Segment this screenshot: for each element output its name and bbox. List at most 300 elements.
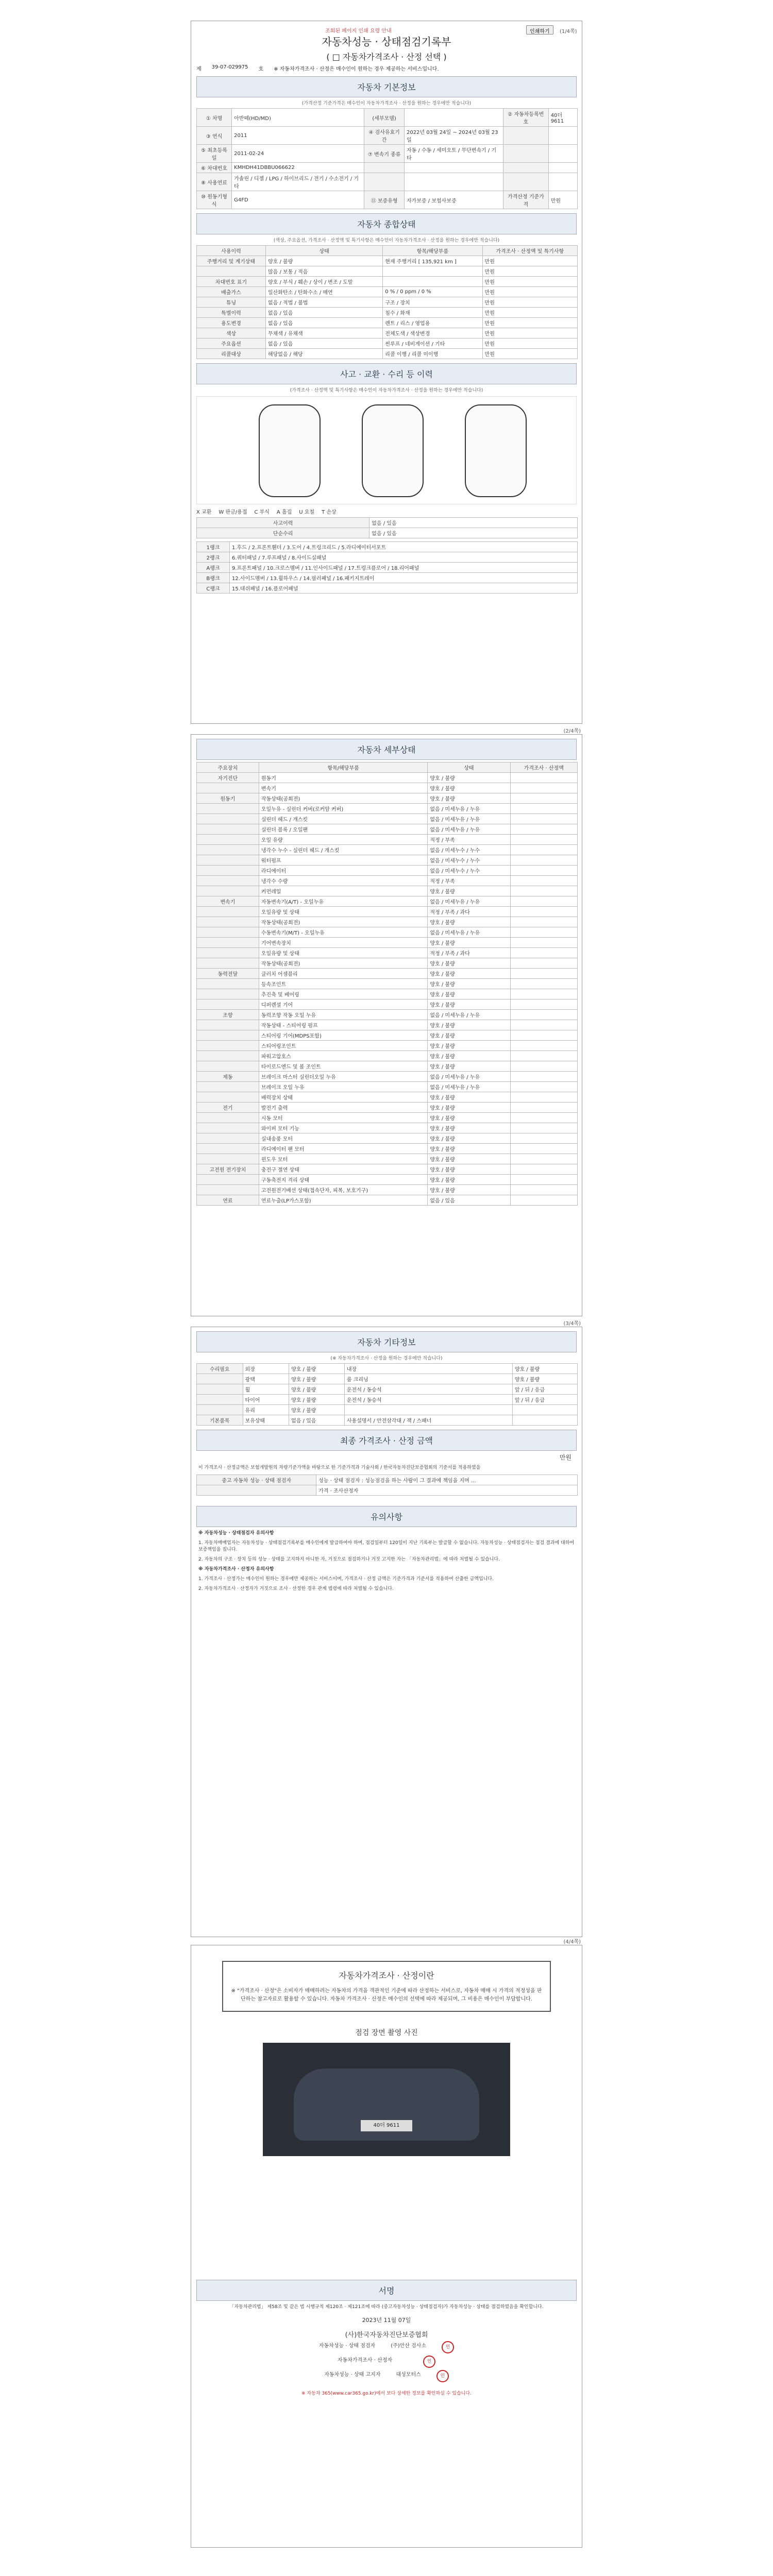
warning-title: 유의사항 <box>196 1506 577 1527</box>
detail-price <box>510 773 578 783</box>
basic-info-value: 2011-02-24 <box>232 145 364 163</box>
basic-info-note: (가격산정 기준가격은 매수인이 자동차가격조사 · 산정을 원하는 경우에만 적습니다) <box>301 101 472 106</box>
detail-price <box>510 979 578 989</box>
accident-part-items: 1.후드 / 2.프론트휀더 / 3.도어 / 4.트렁크리드 / 5.라디에이터서포트 <box>230 542 578 552</box>
detail-row <box>197 1010 578 1020</box>
etc-info-title: 자동차 기타정보 <box>196 1331 577 1352</box>
price-examiner-label: 가격 · 조사산정자 <box>316 1485 578 1496</box>
basic-info-label: ⑧ 사용연료 <box>197 173 232 191</box>
overall-detail: 구조 / 장치 <box>383 297 482 308</box>
detail-row <box>197 824 578 835</box>
signer-name: (주)안산 검사소 <box>391 2343 427 2349</box>
warning-heading-2: ※ 자동차가격조사 · 산정자 유의사항 <box>198 1567 274 1572</box>
detail-row <box>197 896 578 907</box>
etc-group <box>197 1374 243 1384</box>
overall-price: 만원 <box>482 297 577 308</box>
detail-state: 양호 / 불량 <box>428 1185 510 1195</box>
detail-item: 윈도우 모터 <box>259 1154 428 1164</box>
detail-item: 실린더 헤드 / 개스킷 <box>259 814 428 824</box>
detail-price <box>510 958 578 969</box>
detail-state: 양호 / 불량 <box>428 1030 510 1041</box>
etc-info-table <box>196 1363 578 1426</box>
basic-info-row <box>197 191 578 209</box>
overall-detail: 현재 주행거리 [ 135,921 km ] <box>383 256 482 266</box>
accident-part-rank: B랭크 <box>197 573 230 583</box>
overall-detail: 0 % / 0 ppm / 0 % <box>383 287 482 297</box>
detail-group <box>197 1041 259 1051</box>
basic-info-label: ① 차명 <box>197 109 232 127</box>
detail-row <box>197 958 578 969</box>
etc-cell: 양호 / 불량 <box>289 1405 345 1415</box>
basic-info-value: G4FD <box>232 191 364 209</box>
print-guide-link[interactable]: 조회된 페이지 인쇄 요령 안내 <box>325 28 392 34</box>
accident-summary-label: 사고이력 <box>197 518 369 528</box>
etc-group: 기본품목 <box>197 1415 243 1426</box>
detail-price <box>510 793 578 804</box>
basic-info-title: 자동차 기본정보 <box>196 76 577 97</box>
detail-group <box>197 1020 259 1030</box>
detail-price <box>510 814 578 824</box>
detail-state: 양호 / 불량 <box>428 958 510 969</box>
detail-price <box>510 804 578 814</box>
etc-cell: 타이어 <box>243 1395 289 1405</box>
detail-group: 변속기 <box>197 896 259 907</box>
etc-group <box>197 1405 243 1415</box>
accident-part-row <box>197 573 578 583</box>
seal-stamp: 인 <box>436 2370 449 2382</box>
detail-group <box>197 1133 259 1144</box>
overall-row <box>197 338 578 349</box>
overall-row <box>197 318 578 328</box>
detail-group <box>197 804 259 814</box>
detail-price <box>510 938 578 948</box>
basic-info-label: ⑤ 최초등록일 <box>197 145 232 163</box>
overall-status-title: 자동차 종합상태 <box>196 213 577 234</box>
examiner-text: 성능 · 상태 점검자 : 성능점검을 하는 사람이 그 결과에 책임을 지며 ... <box>316 1475 578 1485</box>
detail-item: 실내송풍 모터 <box>259 1133 428 1144</box>
etc-cell: 내장 <box>344 1364 512 1374</box>
detail-state: 없음 / 미세누유 / 누유 <box>428 824 510 835</box>
accident-summary-value: 없음 / 있음 <box>369 528 578 538</box>
basic-info-value <box>548 127 577 145</box>
detail-group: 제동 <box>197 1072 259 1082</box>
basic-info-label: ② 자동차등록번호 <box>503 109 549 127</box>
basic-info-label: ⑩ 원동기형식 <box>197 191 232 209</box>
accident-history-title: 사고 · 교환 · 수리 등 이력 <box>196 363 577 384</box>
detail-price <box>510 1164 578 1175</box>
detail-row <box>197 876 578 886</box>
detail-state: 없음 / 미세누수 / 누수 <box>428 866 510 876</box>
etc-row <box>197 1384 578 1395</box>
accident-part-row <box>197 552 578 563</box>
detail-state: 양호 / 불량 <box>428 793 510 804</box>
signature-title: 서명 <box>196 2280 577 2301</box>
detail-group <box>197 1113 259 1123</box>
final-price-note: 이 가격조사 · 산정금액은 보험개발원의 차량기준가액을 바탕으로 한 기준가격과 기술사회 / 한국자동차진단보증협회의 기준서를 적용하였음 <box>198 1465 481 1470</box>
detail-price <box>510 907 578 917</box>
detail-state: 양호 / 불량 <box>428 1061 510 1072</box>
car-outline-body <box>362 404 424 497</box>
etc-cell: 양호 / 불량 <box>512 1364 577 1374</box>
overall-status-note: (색상, 주요옵션, 가격조사 · 산정액 및 특기사항은 매수인이 자동차가격조사 · 산정을 원하는 경우에만 적습니다) <box>273 238 500 243</box>
detail-row <box>197 969 578 979</box>
detail-row <box>197 1113 578 1123</box>
overall-detail: 침수 / 화재 <box>383 308 482 318</box>
detail-state: 적정 / 부족 <box>428 835 510 845</box>
accident-parts-table <box>196 541 578 594</box>
detail-row <box>197 1144 578 1154</box>
detail-price <box>510 1041 578 1051</box>
detail-state: 양호 / 불량 <box>428 999 510 1010</box>
page-indicator: (4/4쪽) <box>563 1939 581 1945</box>
damage-legend-item: U 요철 <box>299 510 315 515</box>
etc-row <box>197 1374 578 1384</box>
accident-summary-row <box>197 518 578 528</box>
detail-state: 없음 / 미세누유 / 누유 <box>428 1082 510 1092</box>
overall-header: 항목/해당부품 <box>383 246 482 256</box>
accident-part-items: 15.대쉬패널 / 16.플로어패널 <box>230 583 578 594</box>
detail-row <box>197 1185 578 1195</box>
overall-status-table <box>196 245 578 359</box>
detail-price <box>510 1082 578 1092</box>
detail-price <box>510 1072 578 1082</box>
detail-row <box>197 793 578 804</box>
detail-state: 양호 / 불량 <box>428 1154 510 1164</box>
page-indicator: (3/4쪽) <box>563 1321 581 1327</box>
detail-row <box>197 845 578 855</box>
etc-cell: 사용설명서 / 안전삼각대 / 잭 / 스패너 <box>344 1415 512 1426</box>
detail-group <box>197 938 259 948</box>
inspection-photo-front <box>263 2043 510 2156</box>
detail-row <box>197 1164 578 1175</box>
detail-price <box>510 835 578 845</box>
detail-item: 스티어링조인트 <box>259 1041 428 1051</box>
detail-row <box>197 1154 578 1164</box>
overall-row <box>197 297 578 308</box>
overall-label <box>197 266 266 277</box>
overall-state: 없음 / 적법 / 불법 <box>265 297 382 308</box>
print-button[interactable]: 인쇄하기 <box>526 25 553 35</box>
overall-state: 없음 / 있음 <box>265 308 382 318</box>
basic-info-value: 만원 <box>548 191 577 209</box>
signer-label: 자동차성능 · 상태 점검자 <box>318 2343 376 2349</box>
detail-price <box>510 1185 578 1195</box>
detail-item: 수동변속기(M/T) - 오일누유 <box>259 927 428 938</box>
etc-cell: 휠 <box>243 1384 289 1395</box>
basic-info-value: 자동 / 수동 / 세미오토 / 무단변속기 / 기타 <box>404 145 503 163</box>
etc-cell <box>512 1415 577 1426</box>
detail-item: 와이퍼 모터 기능 <box>259 1123 428 1133</box>
etc-group <box>197 1384 243 1395</box>
accident-part-row <box>197 583 578 594</box>
detail-row <box>197 866 578 876</box>
basic-info-value: 2011 <box>232 127 364 145</box>
basic-info-value: KMHDH41DBBU066622 <box>232 163 364 173</box>
basic-info-value: 40더9611 <box>548 109 577 127</box>
overall-label: 용도변경 <box>197 318 266 328</box>
detail-item: 배력장치 상태 <box>259 1092 428 1103</box>
accident-summary-row <box>197 528 578 538</box>
detail-row <box>197 1041 578 1051</box>
detail-status-table <box>196 762 578 1206</box>
overall-state: 없음 / 있음 <box>265 318 382 328</box>
overall-row <box>197 328 578 338</box>
detail-group <box>197 886 259 896</box>
number-label: 제 <box>196 66 201 72</box>
detail-group <box>197 866 259 876</box>
accident-history-note: (가격조사 · 산정액 및 특기사항은 매수인이 자동차가격조사 · 산정을 원하는 경우에만 적습니다) <box>290 388 483 393</box>
detail-row <box>197 804 578 814</box>
detail-price <box>510 1010 578 1020</box>
detail-group <box>197 1154 259 1164</box>
overall-label: 색상 <box>197 328 266 338</box>
detail-price <box>510 989 578 999</box>
detail-item: 자동변속기(A/T) - 오일누유 <box>259 896 428 907</box>
detail-row <box>197 1020 578 1030</box>
detail-item: 충전구 절연 상태 <box>259 1164 428 1175</box>
basic-info-row <box>197 127 578 145</box>
overall-state: 해당없음 / 해당 <box>265 349 382 359</box>
overall-price: 만원 <box>482 266 577 277</box>
etc-row <box>197 1405 578 1415</box>
etc-cell: 양호 / 불량 <box>289 1384 345 1395</box>
etc-cell: 유리 <box>243 1405 289 1415</box>
seal-stamp: 인 <box>423 2355 435 2368</box>
basic-info-row <box>197 173 578 191</box>
overall-row <box>197 277 578 287</box>
detail-row <box>197 1195 578 1206</box>
detail-state: 양호 / 불량 <box>428 1175 510 1185</box>
overall-label: 리콜대상 <box>197 349 266 359</box>
accident-part-rank: 1랭크 <box>197 542 230 552</box>
detail-state: 양호 / 불량 <box>428 886 510 896</box>
etc-row <box>197 1395 578 1405</box>
etc-cell: 운전석 / 동승석 <box>344 1395 512 1405</box>
detail-price <box>510 876 578 886</box>
detail-group <box>197 927 259 938</box>
detail-state: 없음 / 미세누유 / 누유 <box>428 804 510 814</box>
detail-row <box>197 1092 578 1103</box>
detail-item: 작동상태(공회전) <box>259 917 428 927</box>
detail-item: 등속조인트 <box>259 979 428 989</box>
detail-item: 동력조향 작동 오일 누유 <box>259 1010 428 1020</box>
etc-cell: 보유상태 <box>243 1415 289 1426</box>
detail-group <box>197 845 259 855</box>
detail-item: 스티어링 기어(MDPS포함) <box>259 1030 428 1041</box>
overall-state: 무채색 / 유채색 <box>265 328 382 338</box>
detail-price <box>510 948 578 958</box>
etc-cell: 양호 / 불량 <box>289 1374 345 1384</box>
basic-info-label <box>364 163 405 173</box>
detail-row <box>197 1072 578 1082</box>
overall-price: 만원 <box>482 277 577 287</box>
detail-item: 변속기 <box>259 783 428 793</box>
detail-price <box>510 845 578 855</box>
accident-summary-value: 없음 / 있음 <box>369 518 578 528</box>
price-service-box <box>222 1961 551 2012</box>
detail-price <box>510 1154 578 1164</box>
detail-price <box>510 1103 578 1113</box>
accident-summary-label: 단순수리 <box>197 528 369 538</box>
detail-item: 파워고압호스 <box>259 1051 428 1061</box>
detail-price <box>510 1061 578 1072</box>
signer-row <box>191 2341 582 2353</box>
detail-group <box>197 876 259 886</box>
detail-state: 없음 / 미세누수 / 누수 <box>428 845 510 855</box>
basic-info-value <box>548 163 577 173</box>
overall-row <box>197 256 578 266</box>
detail-price <box>510 896 578 907</box>
detail-state: 없음 / 있음 <box>428 1195 510 1206</box>
overall-row <box>197 266 578 277</box>
overall-header: 상태 <box>265 246 382 256</box>
detail-price <box>510 1123 578 1133</box>
signature-note: 「자동차관리법」 제58조 및 같은 법 시행규칙 제120조 · 제121조에 따라 (중고자동차성능 · 상태점검자)가 자동차성능 · 상태를 점검하였음을 확인합니다. <box>229 2304 544 2310</box>
license-plate: 40더 9611 <box>361 2120 412 2131</box>
overall-header: 사용이력 <box>197 246 266 256</box>
detail-item: 실린더 블록 / 오일팬 <box>259 824 428 835</box>
overall-detail: 렌트 / 리스 / 영업용 <box>383 318 482 328</box>
detail-state: 양호 / 불량 <box>428 1113 510 1123</box>
detail-group <box>197 855 259 866</box>
detail-item: 워터펌프 <box>259 855 428 866</box>
detail-state: 양호 / 불량 <box>428 1123 510 1133</box>
detail-row <box>197 1030 578 1041</box>
warning-paragraph-3: 1. 가격조사 · 산정가는 매수인이 원하는 경우에만 제공하는 서비스이며, 가격조사 · 산정 금액은 기준가격과 기준서를 적용하여 산출한 금액입니다. <box>198 1577 494 1582</box>
detail-item: 냉각수 수량 <box>259 876 428 886</box>
basic-info-label: ⑪ 보증유형 <box>364 191 405 209</box>
overall-label: 배출가스 <box>197 287 266 297</box>
overall-detail <box>383 277 482 287</box>
detail-status-title: 자동차 세부상태 <box>196 739 577 760</box>
overall-price: 만원 <box>482 338 577 349</box>
detail-group <box>197 989 259 999</box>
detail-state: 양호 / 불량 <box>428 969 510 979</box>
signer-list <box>191 2341 582 2382</box>
accident-part-rank: A랭크 <box>197 563 230 573</box>
etc-row <box>197 1415 578 1426</box>
accident-part-rank: 2랭크 <box>197 552 230 563</box>
etc-cell <box>512 1405 577 1415</box>
detail-row <box>197 886 578 896</box>
detail-state: 없음 / 미세누유 / 누유 <box>428 1072 510 1082</box>
detail-item: 작동상태(공회전) <box>259 958 428 969</box>
detail-row <box>197 814 578 824</box>
overall-detail: 전체도색 / 색상변경 <box>383 328 482 338</box>
overall-row <box>197 308 578 318</box>
warning-paragraph-1: 1. 자동차매매업자는 자동차성능 · 상태점검기록부를 매수인에게 발급하여야 하며, 점검일부터 120일이 지난 기록부는 발급할 수 없습니다. 자동차성능 · 상태점검자는 점검 결과에 대하여 보증책임을 집니다. <box>198 1540 575 1552</box>
price-service-title: 자동차가격조사 · 산정이란 <box>339 1971 434 1980</box>
record-page-1 <box>191 21 582 724</box>
top-toolbar <box>191 25 583 36</box>
detail-state: 양호 / 불량 <box>428 1051 510 1061</box>
detail-group <box>197 1092 259 1103</box>
basic-info-label <box>503 127 549 145</box>
photo-section-title: 점검 장면 촬영 사진 <box>355 2029 418 2037</box>
basic-info-row <box>197 163 578 173</box>
detail-item: 냉각수 누수 - 실린더 헤드 / 개스킷 <box>259 845 428 855</box>
accident-part-items: 12.사이드멤버 / 13.휠하우스 / 14.필러패널 / 16.패키지트레이 <box>230 573 578 583</box>
basic-info-value: 2022년 03월 24일 ~ 2024년 03월 23일 <box>404 127 503 145</box>
basic-info-row <box>197 109 578 127</box>
detail-price <box>510 855 578 866</box>
detail-price <box>510 1195 578 1206</box>
detail-price <box>510 999 578 1010</box>
detail-group <box>197 1123 259 1133</box>
car-outline-rear <box>465 404 527 497</box>
detail-row <box>197 979 578 989</box>
etc-row <box>197 1364 578 1374</box>
detail-item: 라디에이터 팬 모터 <box>259 1144 428 1154</box>
detail-item: 원동기 <box>259 773 428 783</box>
overall-row <box>197 349 578 359</box>
detail-state: 없음 / 미세누유 / 누유 <box>428 814 510 824</box>
overall-state: 일산화탄소 / 탄화수소 / 매연 <box>265 287 382 297</box>
detail-price <box>510 1133 578 1144</box>
detail-state: 없음 / 미세누유 / 누유 <box>428 896 510 907</box>
detail-group: 연료 <box>197 1195 259 1206</box>
basic-info-value <box>404 109 503 127</box>
etc-cell: 광택 <box>243 1374 289 1384</box>
signer-row <box>191 2355 582 2368</box>
footer-note: ※ 자동차 365(www.car365.go.kr)에서 보다 상세한 정보를 확인하실 수 있습니다. <box>301 2391 472 2396</box>
etc-cell: 외장 <box>243 1364 289 1374</box>
detail-price <box>510 1144 578 1154</box>
accident-part-items: 9.프론트패널 / 10.크로스멤버 / 11.인사이드패널 / 17.트렁크플로어 / 18.리어패널 <box>230 563 578 573</box>
detail-row <box>197 927 578 938</box>
detail-item: 오일 유량 <box>259 835 428 845</box>
detail-row <box>197 773 578 783</box>
detail-state: 적정 / 부족 / 과다 <box>428 948 510 958</box>
basic-info-value: 자가보증 / 보험사보증 <box>404 191 503 209</box>
number-suffix: 호 <box>258 66 264 72</box>
detail-state: 없음 / 미세누수 / 누수 <box>428 855 510 866</box>
overall-label: 차대번호 표기 <box>197 277 266 287</box>
document-number: 39-07-029975 <box>211 64 248 70</box>
detail-state: 양호 / 불량 <box>428 1041 510 1051</box>
detail-state: 없음 / 미세누유 / 누유 <box>428 927 510 938</box>
damage-legend <box>196 507 577 515</box>
basic-info-label <box>503 163 549 173</box>
detail-price <box>510 917 578 927</box>
overall-price: 만원 <box>482 308 577 318</box>
detail-item: 브레이크 오일 누유 <box>259 1082 428 1092</box>
etc-cell: 양호 / 불량 <box>289 1395 345 1405</box>
etc-cell: 운전석 / 동승석 <box>344 1384 512 1395</box>
basic-info-label: 가격산정 기준가격 <box>503 191 549 209</box>
detail-price <box>510 783 578 793</box>
overall-detail: 썬루프 / 네비게이션 / 기타 <box>383 338 482 349</box>
etc-group: 수리필요 <box>197 1364 243 1374</box>
detail-price <box>510 927 578 938</box>
detail-item: 디퍼렌셜 기어 <box>259 999 428 1010</box>
detail-row <box>197 907 578 917</box>
overall-price: 만원 <box>482 256 577 266</box>
detail-group <box>197 1061 259 1072</box>
detail-group <box>197 783 259 793</box>
detail-group <box>197 1144 259 1154</box>
detail-state: 적정 / 부족 <box>428 876 510 886</box>
detail-state: 양호 / 불량 <box>428 773 510 783</box>
car-outline-front <box>259 404 321 497</box>
detail-item: 브레이크 마스터 실린더오일 누유 <box>259 1072 428 1082</box>
document-number-bar <box>196 64 577 72</box>
basic-info-value: 가솔린 / 디젤 / LPG / 하이브리드 / 전기 / 수소전기 / 기타 <box>232 173 364 191</box>
detail-group <box>197 1051 259 1061</box>
sign-date: 2023년 11월 07일 <box>362 2317 411 2324</box>
etc-cell: 없음 / 있음 <box>289 1415 345 1426</box>
detail-group: 고전원 전기장치 <box>197 1164 259 1175</box>
